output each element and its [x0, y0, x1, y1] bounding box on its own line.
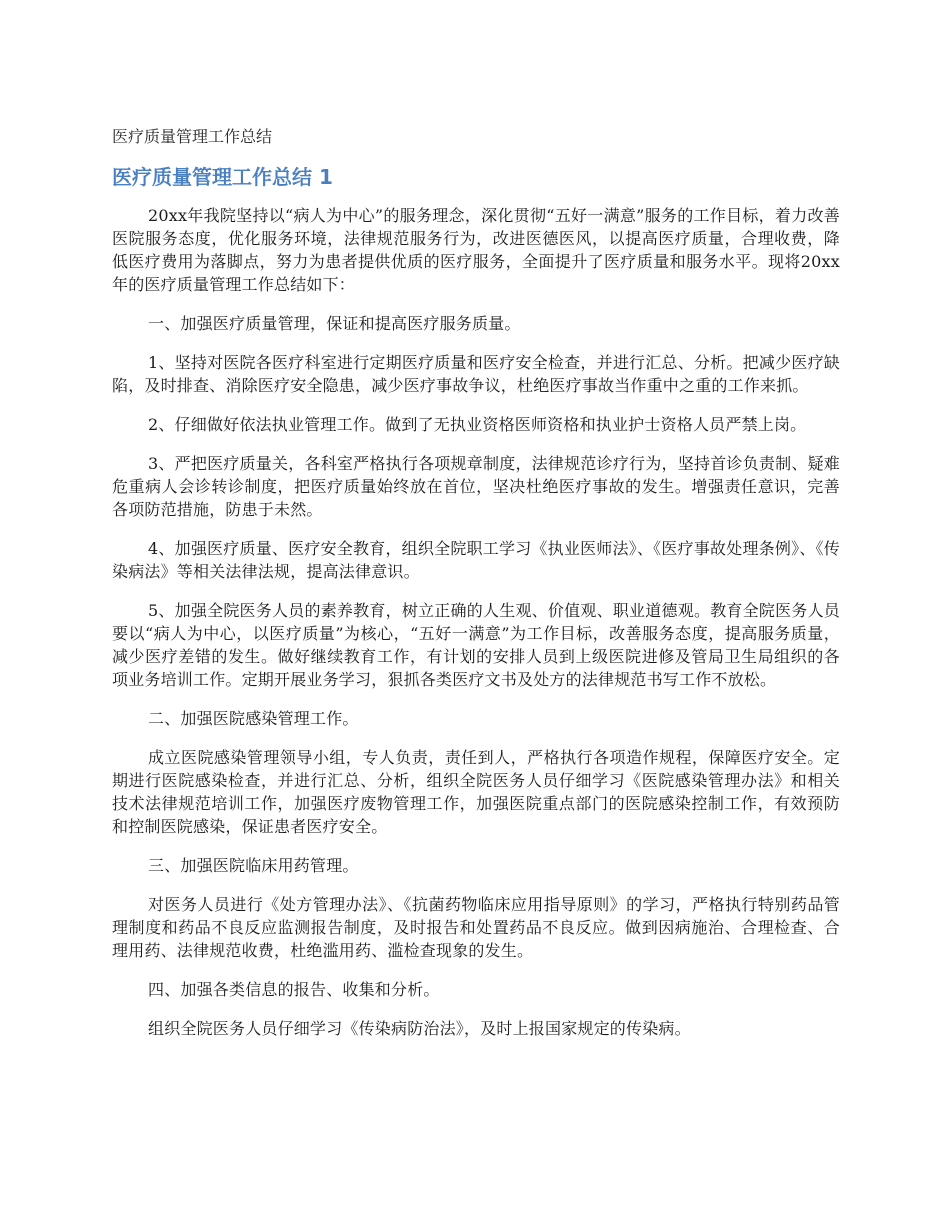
paragraph-section-1-title: 一、加强医疗质量管理，保证和提高医疗服务质量。 — [148, 314, 521, 333]
paragraph-intro: 20xx年我院坚持以“病人为中心”的服务理念，深化贯彻“五好一满意”服务的工作目标，着力改善医院服务态度，优化服务环境，法律规范服务行为，改进医德医风，以提高医疗质量，合理收费，降低医疗费用为落脚点，努力为患者提供优质的医疗服务，全面提升了医疗质量和服务水平。现将20xx年的医疗质量管理工作总结如下： — [112, 206, 840, 294]
paragraph-item-3: 3、严把医疗质量关，各科室严格执行各项规章制度，法律规范诊疗行为，坚持首诊负责制、疑难危重病人会诊转诊制度，把医疗质量始终放在首位，坚决杜绝医疗事故的发生。增强责任意识，完善各项防范措施，防患于未然。 — [112, 454, 840, 519]
document-body — [112, 204, 840, 1056]
paragraph-section-2-title: 二、加强医院感染管理工作。 — [148, 709, 359, 728]
paragraph-section-3-title: 三、加强医院临床用药管理。 — [148, 856, 359, 875]
paragraph-section-4-body: 组织全院医务人员仔细学习《传染病防治法》，及时上报国家规定的传染病。 — [148, 1019, 691, 1038]
document-title: 医疗质量管理工作总结 — [112, 127, 273, 146]
paragraph-section-4-title: 四、加强各类信息的报告、收集和分析。 — [148, 980, 440, 999]
paragraph-section-3-body: 对医务人员进行《处方管理办法》、《抗菌药物临床应用指导原则》的学习，严格执行特别药品管理制度和药品不良反应监测报告制度，及时报告和处置药品不良反应。做到因病施治、合理检查、合理用药、法律规范收费，杜绝滥用药、滥检查现象的发生。 — [112, 895, 840, 960]
paragraph-item-1: 1、坚持对医院各医疗科室进行定期医疗质量和医疗安全检查，并进行汇总、分析。把减少医疗缺陷，及时排查、消除医疗安全隐患，减少医疗事故争议，杜绝医疗事故当作重中之重的工作来抓。 — [112, 353, 840, 395]
paragraph-section-2-body: 成立医院感染管理领导小组，专人负责，责任到人，严格执行各项造作规程，保障医疗安全。定期进行医院感染检查，并进行汇总、分析，组织全院医务人员仔细学习《医院感染管理办法》和相关技术法律规范培训工作，加强医疗废物管理工作，加强医院重点部门的医院感染控制工作，有效预防和控制医院感染，保证患者医疗安全。 — [112, 748, 840, 836]
paragraph-item-5: 5、加强全院医务人员的素养教育，树立正确的人生观、价值观、职业道德观。教育全院医务人员要以“病人为中心，以医疗质量”为核心，“五好一满意”为工作目标，改善服务态度，提高服务质量，减少医疗差错的发生。做好继续教育工作，有计划的安排人员到上级医院进修及管局卫生局组织的各项业务培训工作。定期开展业务学习，狠抓各类医疗文书及处方的法律规范书写工作不放松。 — [112, 601, 840, 689]
paragraph-item-2: 2、仔细做好依法执业管理工作。做到了无执业资格医师资格和执业护士资格人员严禁上岗。 — [148, 415, 807, 434]
section-heading: 医疗质量管理工作总结 1 — [112, 165, 333, 189]
paragraph-item-4: 4、加强医疗质量、医疗安全教育，组织全院职工学习《执业医师法》、《医疗事故处理条例》、《传染病法》等相关法律法规，提高法律意识。 — [112, 539, 840, 581]
